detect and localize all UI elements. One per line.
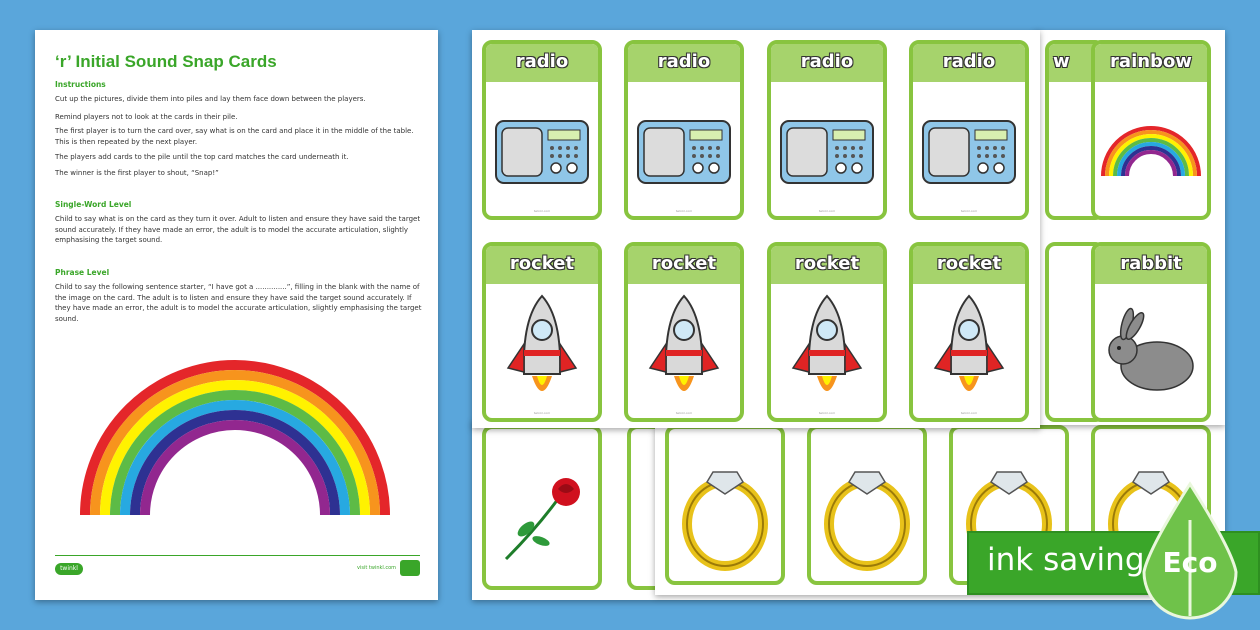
card-label: radio [628,44,740,82]
card-ring-2[interactable] [807,425,927,585]
card-rabbit[interactable] [1091,242,1211,422]
card-rocket-1[interactable] [482,242,602,422]
card-rose[interactable] [482,425,602,590]
rose-icon [486,459,598,579]
card-radio-3[interactable] [767,40,887,220]
card-footer: twinkl.com [818,411,836,415]
instruction-sheet [35,30,438,600]
card-rocket-3[interactable] [767,242,887,422]
phrase-heading: Phrase Level [55,268,110,277]
card-footer: twinkl.com [960,411,978,415]
card-ring-1[interactable] [665,425,785,585]
card-label: rocket [628,246,740,284]
rainbow-icon [1095,86,1207,206]
rocket-icon [486,288,598,408]
footer-url: visit twinkl.com [357,565,397,571]
instruction-line-4: The players add cards to the pile until the top card matches the card underneath it. [55,153,349,161]
footer-divider [55,555,420,556]
footer-badge-icon [400,560,420,576]
card-footer: twinkl.com [533,411,551,415]
instruction-line-3: The first player is to turn the card over, say what is on the card and place it in the middle of the table. This is then repeated by the next player. [55,127,414,146]
ring-icon [811,454,923,574]
rocket-icon [771,288,883,408]
card-footer: twinkl.com [960,209,978,213]
card-rainbow[interactable] [1091,40,1211,220]
page-title: ‘r’ Initial Sound Snap Cards [55,52,277,71]
ink-saving-label: ink saving [987,542,1145,578]
instructions-heading: Instructions [55,80,106,89]
card-label: radio [771,44,883,82]
card-radio-2[interactable] [624,40,744,220]
eco-drop-icon [1132,480,1248,620]
card-radio-4[interactable] [909,40,1029,220]
rocket-icon [913,288,1025,408]
radio-icon [628,86,740,206]
instruction-line-5: The winner is the first player to shout, “Snap!” [55,169,219,177]
card-label: rocket [771,246,883,284]
card-footer: twinkl.com [533,209,551,213]
card-label: rainbow [1095,44,1207,82]
card-radio-1[interactable] [482,40,602,220]
card-footer: twinkl.com [675,411,693,415]
radio-icon [913,86,1025,206]
radio-icon [486,86,598,206]
card-label: radio [913,44,1025,82]
card-footer: twinkl.com [818,209,836,213]
card-rocket-4[interactable] [909,242,1029,422]
card-label: rocket [913,246,1025,284]
card-label: rocket [486,246,598,284]
single-word-heading: Single-Word Level [55,200,132,209]
card-label: rabbit [1095,246,1207,284]
card-label: w [1049,44,1105,82]
instruction-line-1: Cut up the pictures, divide them into piles and lay them face down between the players. [55,95,366,103]
radio-icon [771,86,883,206]
rabbit-icon [1095,288,1207,408]
rainbow-illustration [75,355,395,525]
phrase-text: Child to say the following sentence starter, “I have got a ..............”, filling in the blank with the name of the image on the card. The adult is to listen and ensure they have said the target sound accurately. If they have made an error, the adult is to model the accurate articulation, slightly emphasising the target sound. [55,283,422,323]
card-label: radio [486,44,598,82]
card-footer: twinkl.com [675,209,693,213]
instruction-line-2: Remind players not to look at the cards in their pile. [55,113,238,121]
eco-badge-label: Eco [1162,546,1218,579]
ring-icon [669,454,781,574]
rocket-icon [628,288,740,408]
single-word-text: Child to say what is on the card as they turn it over. Adult to listen and ensure they have said the target sound accurately. If they have made an error, the adult is to model the accurate articulation, slightly emphasising the target sound. [55,215,421,244]
twinkl-logo: twinkl [55,563,83,575]
card-rocket-2[interactable] [624,242,744,422]
